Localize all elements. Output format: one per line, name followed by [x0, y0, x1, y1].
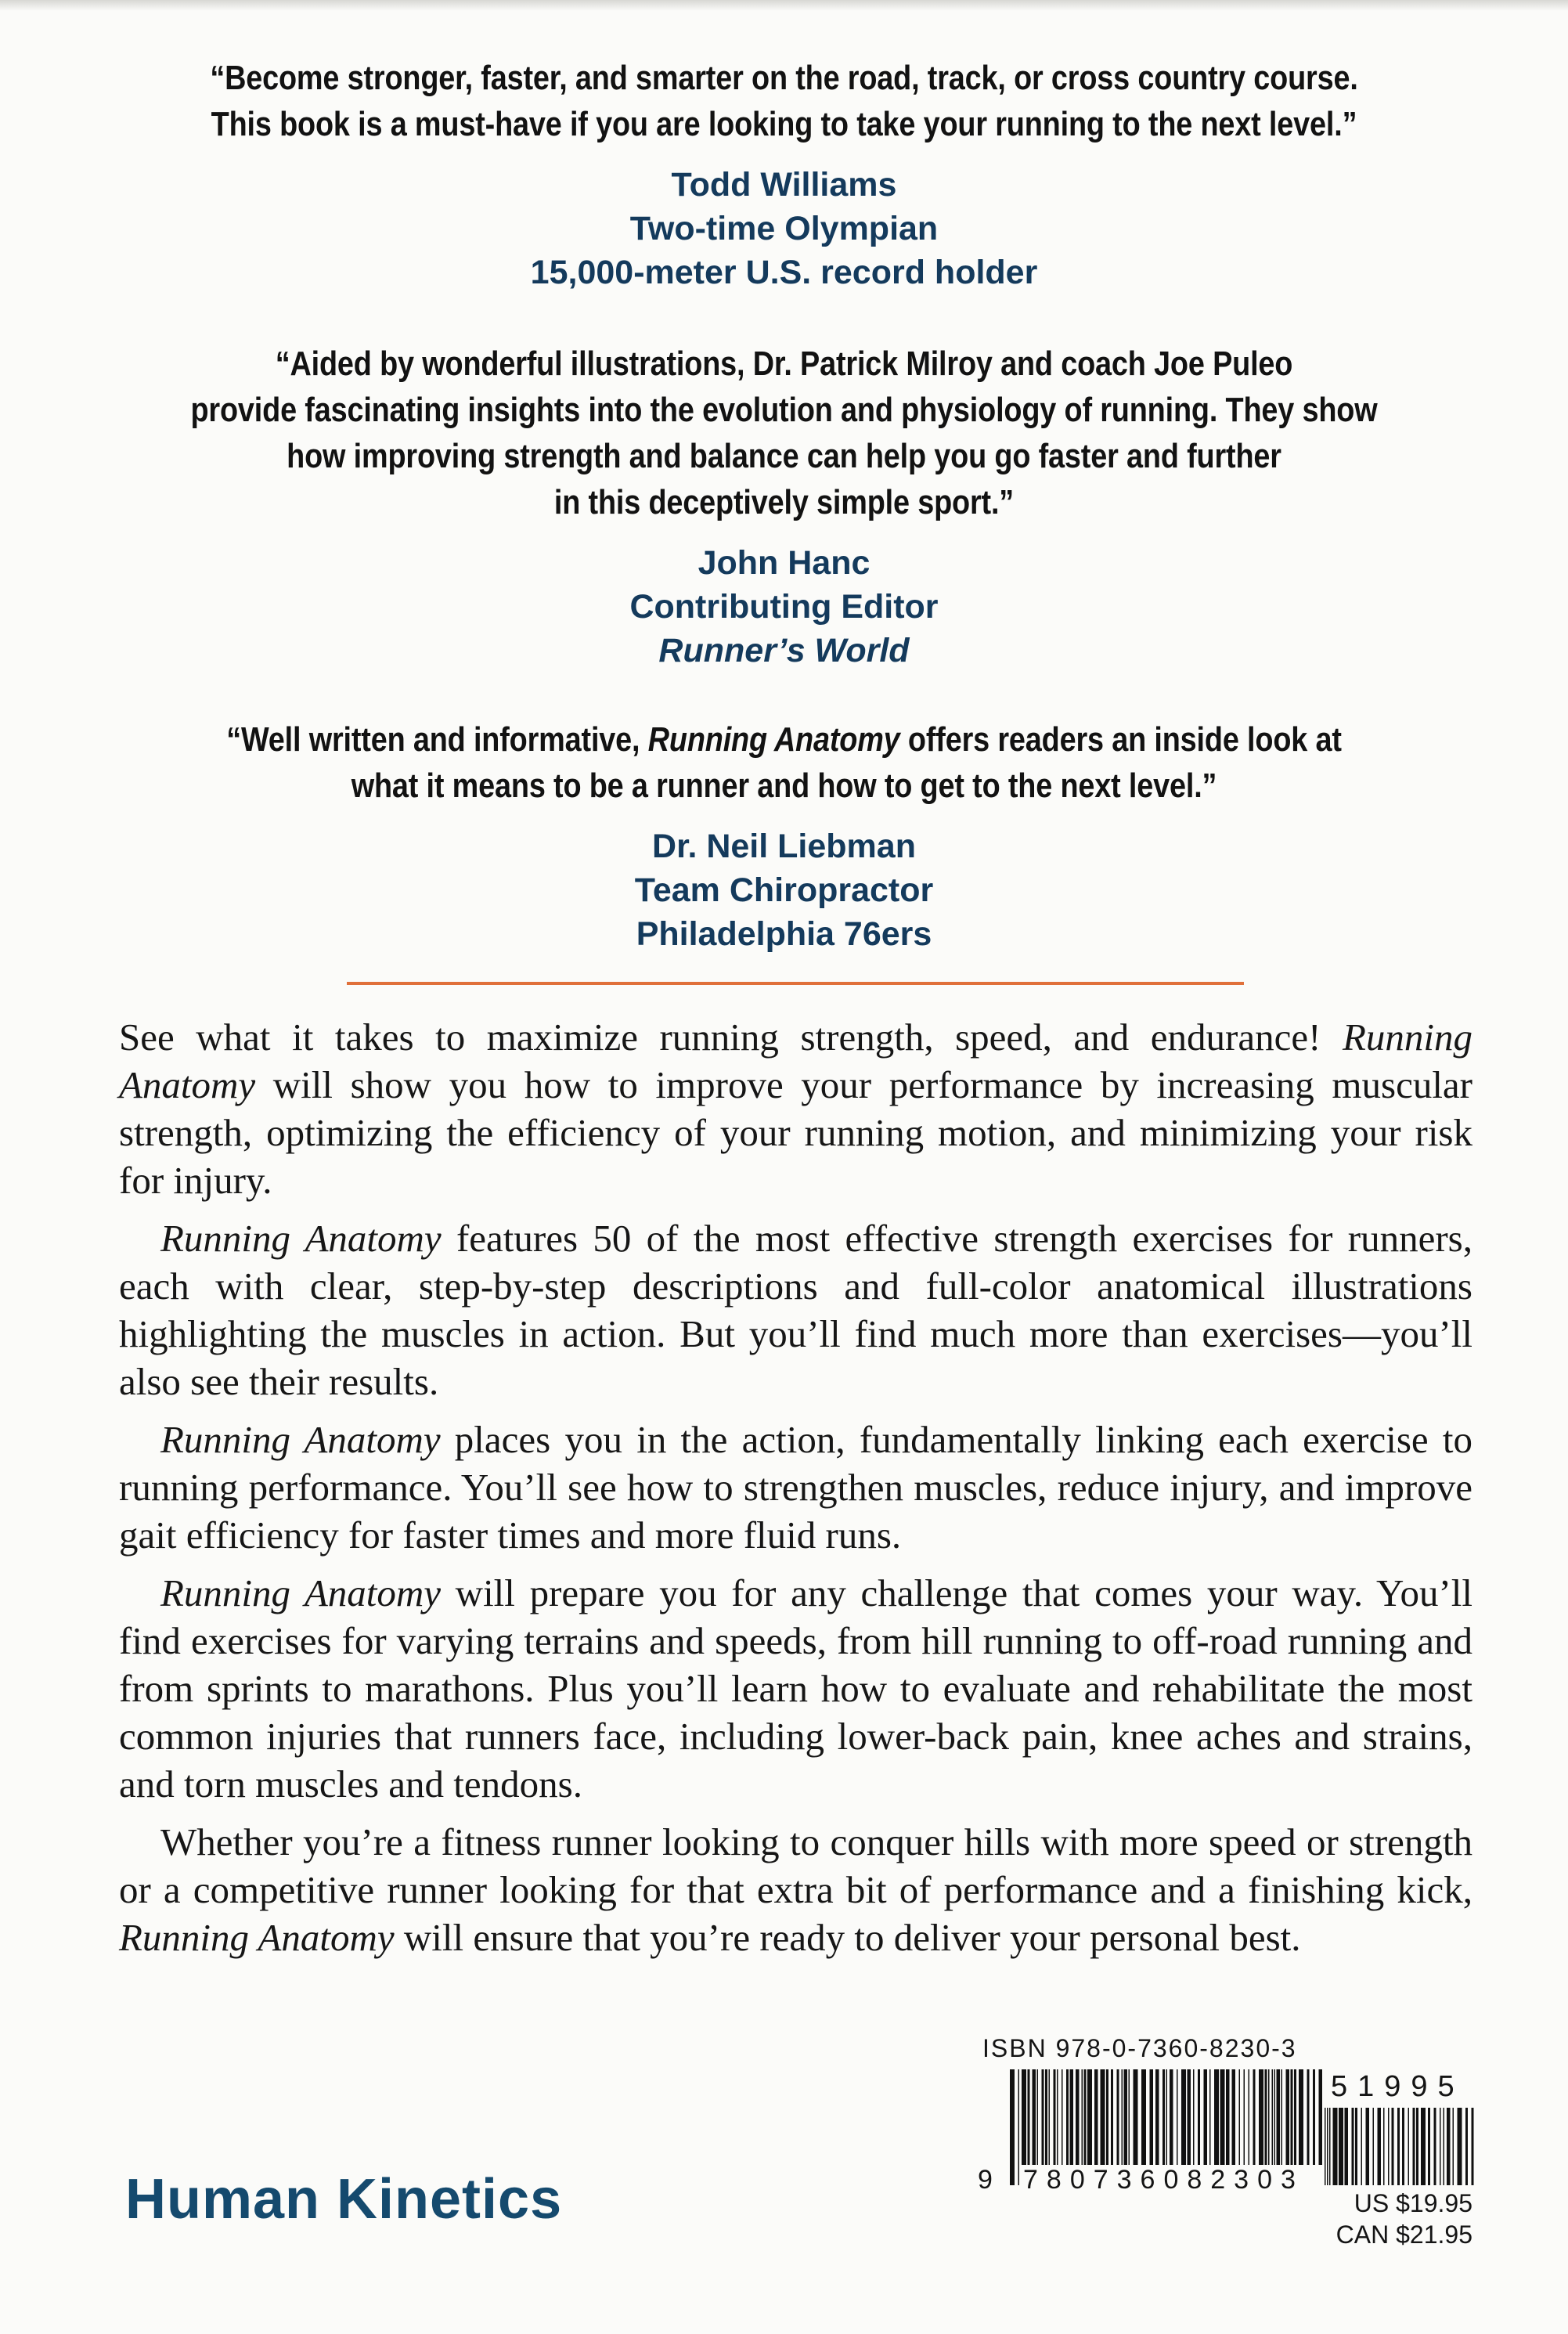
- quote-line: provide fascinating insights into the evolution and physiology of running. They show: [190, 391, 1378, 429]
- quote-line: “Become stronger, faster, and smarter on the road, track, or cross country course.: [210, 59, 1358, 97]
- price-us: US $19.95: [1354, 2189, 1472, 2217]
- text-fragment: places you in the action, fundamentally linking each exercise to running performance. You’ll see how to strengthen muscles, reduce injury, and improve gait efficiency for faster times and more fluid runs.: [119, 1418, 1472, 1557]
- text-fragment: will prepare you for any challenge that comes your way. You’ll find exercises for varying terrains and speeds, from hill running to off-road running and from sprints to marathons. Plus you’ll learn how to evaluate and rehabilitate the most common injuries that runners face, including lower-back pain, knee aches and strains, and torn muscles and tendons.: [119, 1571, 1472, 1806]
- book-title: Running Anatomy: [119, 1916, 395, 1959]
- price-can: CAN $21.95: [1336, 2220, 1472, 2249]
- section-divider: [347, 982, 1244, 985]
- attribution-title: Two-time Olympian: [629, 210, 939, 247]
- quote-line: [110, 716, 1458, 763]
- quote-attribution: [0, 541, 1568, 673]
- barcode-addon-digits: 51995: [1331, 2070, 1465, 2103]
- book-title: Running Anatomy: [160, 1217, 442, 1260]
- quote-line: in this deceptively simple sport.”: [553, 483, 1015, 521]
- barcode-digits: 780736082303: [1022, 2165, 1322, 2195]
- quote-line: “Aided by wonderful illustrations, Dr. Patrick Milroy and coach Joe Puleo: [275, 345, 1293, 383]
- book-description: [119, 1013, 1472, 1971]
- publisher-logo: Human Kinetics: [125, 2168, 563, 2231]
- endorsement-john-hanc: [0, 341, 1568, 673]
- text-fragment: will show you how to improve your performance by increasing muscular strength, optimizing the efficiency of your running motion, and minimizing your risk for injury.: [119, 1063, 1472, 1202]
- text-fragment: will ensure that you’re ready to deliver your personal best.: [394, 1916, 1301, 1959]
- book-title: Running Anatomy: [119, 1015, 1472, 1106]
- attribution-name: Todd Williams: [671, 166, 897, 204]
- book-title: Running Anatomy: [160, 1571, 442, 1614]
- quote-attribution: [0, 163, 1568, 294]
- description-paragraph: [119, 1416, 1472, 1559]
- quote-line: what it means to be a runner and how to get to the next level.”: [351, 767, 1217, 805]
- description-paragraph: [119, 1569, 1472, 1808]
- endorsement-todd-williams: [0, 55, 1568, 294]
- quote-line: how improving strength and balance can help you go faster and further: [287, 437, 1281, 475]
- attribution-name: John Hanc: [697, 544, 871, 582]
- cover-top-edge: [0, 0, 1568, 11]
- book-title: Running Anatomy: [647, 720, 900, 759]
- text-fragment: Whether you’re a fitness runner looking to conquer hills with more speed or strength or a competitive runner looking for that extra bit of performance and a finishing kick,: [119, 1820, 1472, 1911]
- attribution-detail: Philadelphia 76ers: [636, 915, 932, 953]
- text-fragment: See what it takes to maximize running strength, speed, and endurance!: [119, 1015, 1343, 1059]
- quote-fragment: “Well written and informative,: [226, 720, 648, 759]
- attribution-name: Dr. Neil Liebman: [652, 828, 916, 865]
- quote-line: This book is a must-have if you are looking to take your running to the next level.”: [211, 105, 1357, 143]
- isbn-label: ISBN 978-0-7360-8230-3: [982, 2034, 1297, 2062]
- barcode-first-digit: 9: [978, 2165, 993, 2195]
- book-title: Running Anatomy: [160, 1418, 441, 1461]
- endorsement-neil-liebman: [0, 716, 1568, 956]
- barcode-addon-icon: [1325, 2108, 1475, 2185]
- quote-attribution: [0, 824, 1568, 956]
- attribution-title: Team Chiropractor: [634, 871, 934, 909]
- quote-fragment: offers readers an inside look at: [899, 720, 1342, 759]
- description-paragraph: [119, 1214, 1472, 1405]
- text-fragment: features 50 of the most effective strength exercises for runners, each with clear, step-by-step descriptions and full-color anatomical illustrations highlighting the muscles in action. But you’ll find much more than exercises—you’ll also see their results.: [119, 1217, 1472, 1403]
- attribution-publication: Runner’s World: [658, 632, 910, 669]
- attribution-detail: 15,000-meter U.S. record holder: [530, 254, 1038, 291]
- description-paragraph: [119, 1013, 1472, 1204]
- description-paragraph: [119, 1818, 1472, 1961]
- attribution-title: Contributing Editor: [629, 588, 939, 626]
